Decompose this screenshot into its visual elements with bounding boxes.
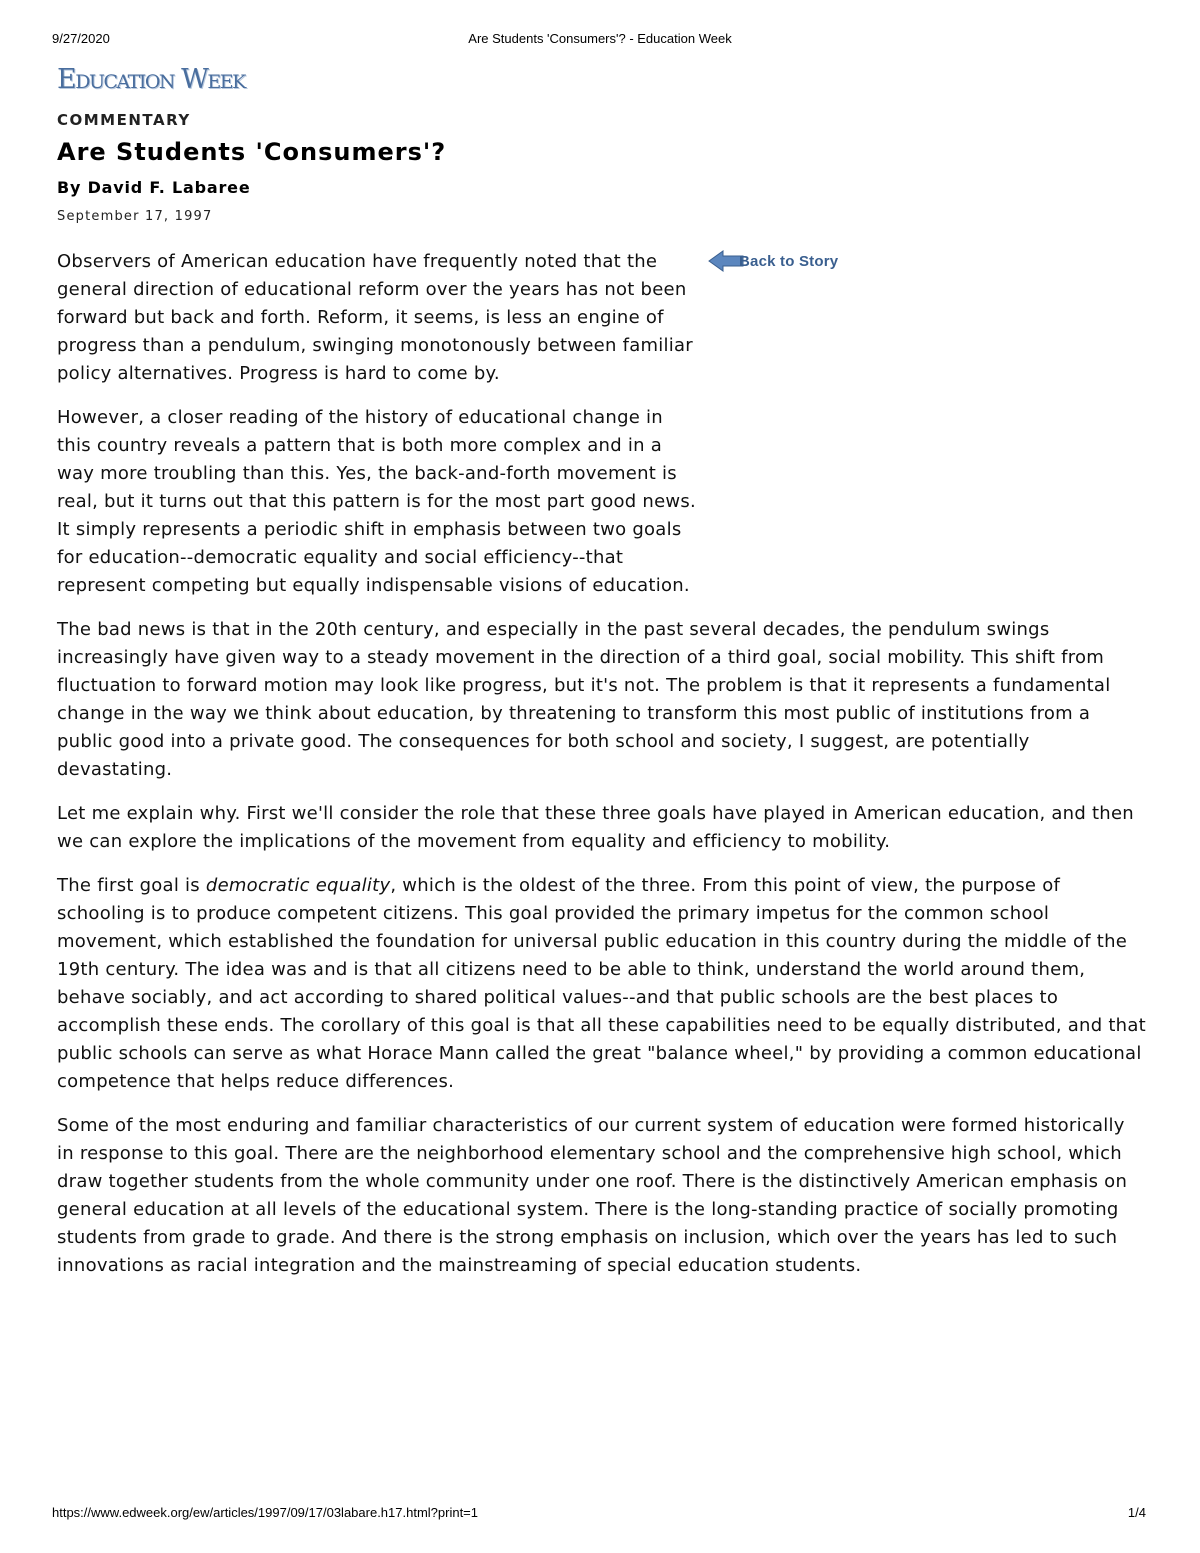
print-page-number: 1/4 [1127,1505,1146,1520]
print-footer [0,1505,1200,1523]
paragraph-4: Let me explain why. First we'll consider the role that these three goals have played in American education, and then we can explore the implications of the movement from equality and efficiency to mobility. [57,803,1134,852]
print-url: https://www.edweek.org/ew/articles/1997/09/17/03labare.h17.html?print=1 [52,1505,479,1520]
print-date: 9/27/2020 [52,31,110,46]
paragraph-6: Some of the most enduring and familiar characteristics of our current system of education were formed historically in response to this goal. There are the neighborhood elementary school and the comprehensive high school, which draw together students from the whole community under one roof. There is the distinctively American emphasis on general education at all levels of the educational system. There is the long-standing practice of socially promoting students from grade to grade. And there is the strong emphasis on inclusion, which over the years has led to such innovations as racial integration and the mainstreaming of special education students. [57,1115,1128,1276]
article-date: September 17, 1997 [57,209,213,224]
article-byline: By David F. Labaree [57,178,251,197]
paragraph-3: The bad news is that in the 20th century, and especially in the past several decades, the pendulum swings increasingly have given way to a steady movement in the direction of a third goal, social mobility. This shift from fluctuation to forward motion may look like progress, but it's not. The problem is that it represents a fundamental change in the way we think about education, by threatening to transform this most public of institutions from a public good into a private good. The consequences for both school and society, I suggest, are potentially devastating. [57,619,1111,780]
paragraph-5-start: The first goal is [57,875,206,896]
paragraph-5 [57,872,1147,1096]
print-page-title: Are Students 'Consumers'? - Education Week [468,31,732,46]
print-header [0,31,1200,49]
democratic-equality-term: democratic equality [205,875,391,896]
back-to-story-link[interactable] [707,248,838,274]
education-week-logo[interactable]: Education Week [57,64,245,95]
paragraph-1: Observers of American education have frequently noted that the general direction of educational reform over the years has not been forward but back and forth. Reform, it seems, is less an engine of progress than a pendulum, swinging monotonously between familiar policy alternatives. Progress is hard to come by. [57,251,693,384]
paragraph-5-rest: , which is the oldest of the three. From this point of view, the purpose of schooling is to produce competent citizens. This goal provided the primary impetus for the common school movement, which established the foundation for universal public education in this country during the middle of the 19th century. The idea was and is that all citizens need to be able to think, understand the world around them, behave sociably, and act according to shared political values--and that public schools are the best places to accomplish these ends. The corollary of this goal is that all these capabilities need to be equally distributed, and that public schools can serve as what Horace Mann called the great "balance wheel," by providing a common educational competence that helps reduce differences. [57,875,1146,1092]
article-title: Are Students 'Consumers'? [57,138,447,166]
paragraph-2: However, a closer reading of the history of educational change in this country reveals a pattern that is both more complex and in a way more troubling than this. Yes, the back-and-forth movement is real, but it turns out that this pattern is for the most part good news. It simply represents a periodic shift in emphasis between two goals for education--democratic equality and social efficiency--that represent competing but equally indispensable visions of education. [57,407,696,596]
back-to-story-label: Back to Story [739,252,839,270]
section-label: COMMENTARY [57,111,191,129]
lead-section [57,248,1147,600]
article-body [57,248,1147,1280]
article-content [57,60,1147,1296]
